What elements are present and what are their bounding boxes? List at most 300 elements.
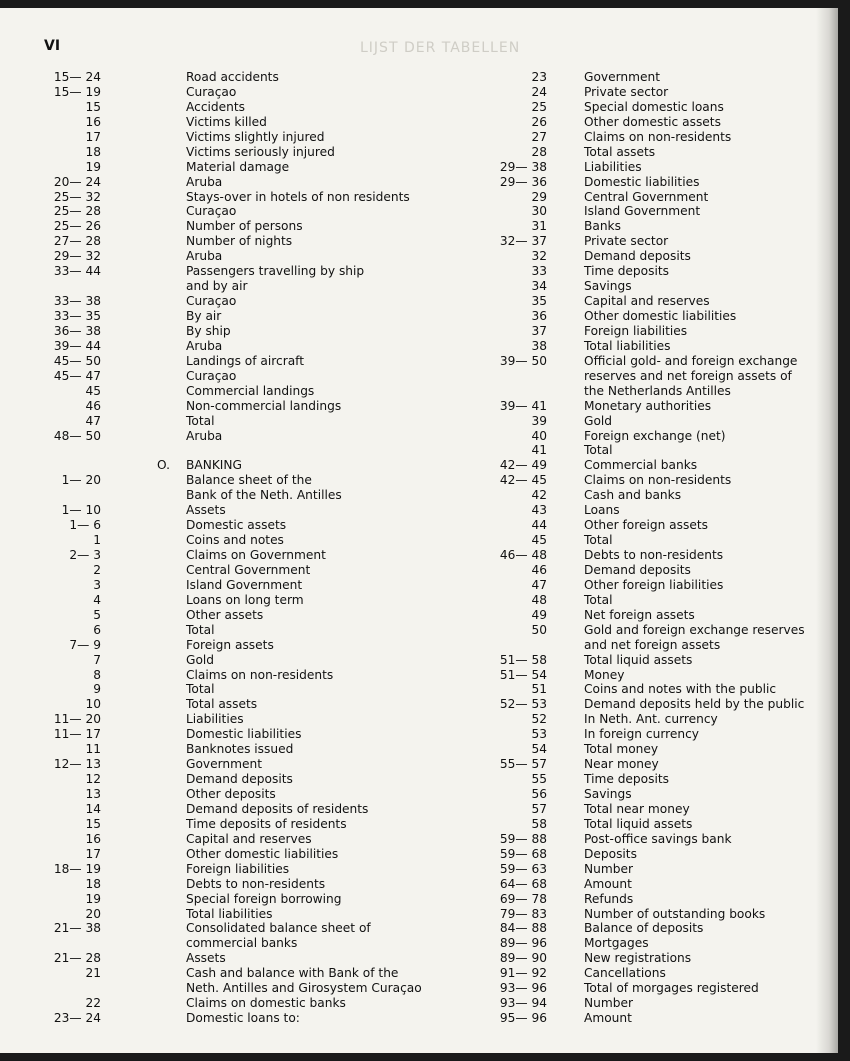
table-title: Total [186,622,215,637]
table-title: Non-commercial landings [186,398,342,413]
table-index-entry [460,921,810,936]
table-title: Claims on non-residents [584,129,732,144]
table-title: Total assets [584,144,656,159]
table-index-entry [460,518,810,533]
table-title: Total liabilities [584,338,671,353]
table-index-entry [40,682,440,697]
table-number-range: 9 [93,682,101,697]
table-number-range: 15 [85,99,101,114]
table-index-entry [460,548,810,563]
table-number-range: 1 [93,533,101,548]
table-index-entry [460,787,810,802]
table-index-entry [460,294,810,309]
table-title: Assets [186,951,226,966]
table-index-entry [40,234,440,249]
table-index-entry [460,682,810,697]
table-index-entry [460,862,810,877]
table-number-range: 35 [531,294,547,309]
table-number-range: 33— 38 [53,294,101,309]
table-index-entry [40,951,440,966]
table-title: Aruba [186,174,223,189]
table-number-range: 29— 32 [53,249,101,264]
table-number-range: 48— 50 [53,428,101,443]
table-number-range: 20— 24 [53,174,101,189]
table-number-range: 51 [531,682,547,697]
table-title: Accidents [186,99,245,114]
table-number-range: 46— 48 [499,548,547,562]
table-title: Other foreign liabilities [584,577,724,592]
table-number-range: 69— 78 [499,891,547,906]
table-number-range: 33— 35 [53,309,101,323]
table-title: Near money [584,757,659,772]
table-title: Balance sheet of the [186,473,312,488]
table-number-range: 8 [93,667,101,682]
table-title: Bank of the Neth. Antilles [186,488,342,503]
table-index-entry [40,488,440,503]
table-title: Total [186,682,215,697]
table-number-range: 79— 83 [499,906,547,921]
table-title: Total near money [584,801,690,816]
table-title: Debts to non-residents [584,548,724,562]
table-title: Gold and foreign exchange reserves [584,622,805,637]
table-number-range: 37 [531,323,547,338]
table-title: Refunds [584,891,634,906]
table-number-range: 25— 32 [53,189,101,204]
table-number-range: 55— 57 [499,757,547,772]
table-number-range: 12 [85,772,101,787]
table-index-entry [40,787,440,802]
table-number-range: 29— 36 [499,174,547,189]
table-number-range: 23 [531,70,547,84]
table-title: Curaçao [186,204,237,219]
table-number-range: 30 [531,204,547,219]
table-title: Mortgages [584,936,649,951]
table-title: Total [186,413,215,428]
table-title: Banks [584,219,621,234]
table-title: Total liquid assets [584,652,693,667]
table-index-entry [460,145,810,160]
table-number-range: 89— 90 [499,951,547,966]
table-index-entry [460,981,810,996]
table-number-range: 55 [531,772,547,787]
table-index-entry [460,443,810,458]
table-index-entry [460,488,810,503]
table-index-entry [40,981,440,996]
table-number-range: 18 [85,144,101,159]
table-title: Gold [584,413,613,428]
table-index-entry [460,712,810,727]
table-number-range: 43 [531,503,547,518]
table-index-entry [40,623,440,638]
table-title: Number of outstanding books [584,906,766,921]
table-index-entry [40,429,440,444]
table-number-range: 27 [531,129,547,144]
table-number-range: 41 [531,443,547,458]
table-number-range: 40 [531,428,547,443]
table-title: Debts to non-residents [186,876,326,891]
table-title: Aruba [186,428,223,443]
faded-heading: LIJST DER TABELLEN [360,40,521,56]
table-number-range: 15 [85,816,101,831]
table-index-entry [460,608,810,623]
table-number-range: 36— 38 [53,323,101,338]
table-title: Cash and balance with Bank of the [186,966,399,981]
table-title: Government [584,70,661,84]
table-number-range: 3 [93,577,101,592]
table-index-entry [460,458,810,473]
table-title: Domestic loans to: [186,1011,300,1026]
table-number-range: 1— 20 [61,473,101,488]
table-index-entry [460,503,810,518]
table-title: Curaçao [186,84,237,99]
table-title: Total [584,592,613,607]
table-index-entry [40,130,440,145]
table-title: Aruba [186,249,223,264]
table-title: Curaçao [186,368,237,383]
table-title: Total assets [186,697,258,712]
table-number-range: 34 [531,279,547,294]
table-number-range: 89— 96 [499,936,547,951]
table-title: Number [584,996,633,1011]
table-number-range: 54 [531,742,547,757]
table-index-entry [40,533,440,548]
table-number-range: 45 [85,383,101,398]
table-title: Number of nights [186,234,293,249]
table-index-entry [460,668,810,683]
table-number-range: 32 [531,249,547,264]
table-title: BANKING [186,458,242,473]
table-title: Commercial banks [584,458,698,473]
table-number-range: 28 [531,144,547,159]
table-index-entry [40,668,440,683]
table-number-range: 17 [85,846,101,861]
table-index-entry [40,204,440,219]
table-index-entry [40,877,440,892]
table-number-range: 13 [85,787,101,801]
table-index-entry [40,712,440,727]
table-index-entry [460,907,810,922]
table-title: Official gold- and foreign exchange [584,353,798,368]
table-index-entry [460,384,810,399]
table-index-entry [460,832,810,847]
table-number-range: 29 [531,189,547,204]
table-index-entry [40,757,440,772]
table-index-entry [40,697,440,712]
document-page [0,8,838,1053]
table-index-entry [460,727,810,742]
table-index-entry [40,608,440,623]
table-number-range: 2 [93,562,101,577]
table-index-entry [460,966,810,981]
table-index-entry [460,414,810,429]
table-index-entry [40,578,440,593]
table-index-entry [460,219,810,234]
table-index-entry [460,175,810,190]
table-index-entry [460,369,810,384]
table-index-entry [40,369,440,384]
table-index-entry [40,175,440,190]
table-index-entry [460,473,810,488]
table-title: and net foreign assets [584,637,721,652]
table-title: In Neth. Ant. currency [584,712,718,727]
table-index-entry [460,847,810,862]
table-title: Capital and reserves [584,294,710,309]
table-title: Post-office savings bank [584,831,732,846]
table-index-entry [40,279,440,294]
table-title: Time deposits of residents [186,816,347,831]
table-index-entry [40,593,440,608]
table-title: Other domestic liabilities [186,846,339,861]
table-number-range: 15— 24 [53,70,101,84]
table-number-range: 14 [85,801,101,816]
table-title: Island Government [584,204,701,219]
table-title: Gold [186,652,215,667]
table-index-entry [40,518,440,533]
table-title: In foreign currency [584,727,700,742]
table-number-range: 33— 44 [53,264,101,279]
table-index-entry [40,936,440,951]
table-title: Consolidated balance sheet of [186,921,371,936]
table-number-range: 46 [531,562,547,577]
table-number-range: 50 [531,622,547,637]
table-title: Cash and banks [584,488,682,503]
table-number-range: 45— 47 [53,368,101,383]
table-index-entry [40,354,440,369]
table-number-range: 57 [531,801,547,816]
table-title: Government [186,757,263,772]
table-number-range: 52— 53 [499,697,547,712]
table-title: Coins and notes with the public [584,682,777,697]
section-letter: O. [157,458,170,473]
table-index-entry [460,249,810,264]
table-index-entry [460,802,810,817]
table-title: commercial banks [186,936,298,951]
table-title: Special foreign borrowing [186,891,342,906]
table-number-range: 49 [531,607,547,622]
table-number-range: 36 [531,309,547,323]
table-number-range: 20 [85,906,101,921]
table-title: Claims on domestic banks [186,996,346,1011]
table-title: Special domestic loans [584,99,724,114]
table-number-range: 46 [85,398,101,413]
table-title: reserves and net foreign assets of [584,368,792,383]
table-number-range: 93— 96 [499,981,547,996]
table-number-range: 17 [85,129,101,144]
table-index-entry [40,653,440,668]
table-title: Other domestic assets [584,114,721,129]
table-number-range: 1— 6 [69,518,101,533]
table-number-range: 58 [531,816,547,831]
table-index-entry [460,757,810,772]
table-number-range: 29— 38 [499,159,547,174]
table-title: Demand deposits [584,562,691,577]
table-index-entry [40,85,440,100]
table-number-range: 12— 13 [53,757,101,772]
table-index-entry [40,145,440,160]
table-number-range: 18 [85,876,101,891]
table-number-range: 32— 37 [499,234,547,249]
table-number-range: 4 [93,592,101,607]
table-number-range: 1— 10 [61,503,101,518]
table-title: Victims slightly injured [186,129,325,144]
table-number-range: 59— 68 [499,846,547,861]
table-index-entry [40,264,440,279]
table-number-range: 7— 9 [69,637,101,652]
table-index-entry [460,638,810,653]
table-number-range: 26 [531,114,547,129]
table-number-range: 52 [531,712,547,727]
table-title: Amount [584,1011,632,1026]
table-index-entry [40,190,440,205]
table-index-entry [40,309,440,324]
table-index-entry [460,892,810,907]
table-title: and by air [186,279,248,294]
table-title: Other assets [186,607,264,622]
table-index-entry [40,817,440,832]
table-index-entry [40,443,440,458]
table-title: Other deposits [186,787,276,801]
table-index-entry [460,234,810,249]
table-number-range: 25— 26 [53,219,101,234]
table-index-entry [460,742,810,757]
table-title: Claims on Government [186,548,326,562]
table-title: Foreign exchange (net) [584,428,726,443]
table-index-entry [40,339,440,354]
table-index-entry [460,936,810,951]
table-title: Monetary authorities [584,398,712,413]
table-title: Money [584,667,625,682]
table-title: Other foreign assets [584,518,708,533]
table-number-range: 47 [531,577,547,592]
table-number-range: 11 [85,742,101,757]
table-index-entry [40,966,440,981]
table-index-entry [40,414,440,429]
table-index-entry [40,907,440,922]
table-number-range: 10 [85,697,101,712]
table-title: Demand deposits [584,249,691,264]
table-number-range: 42— 45 [499,473,547,488]
table-index-entry [40,249,440,264]
table-number-range: 56 [531,787,547,801]
table-number-range: 2— 3 [69,548,101,562]
table-title: Foreign liabilities [584,323,688,338]
table-title: Passengers travelling by ship [186,264,365,279]
table-index-entry [460,309,810,324]
table-index-entry [460,877,810,892]
table-index-entry [460,817,810,832]
table-number-range: 59— 63 [499,861,547,876]
table-title: Island Government [186,577,303,592]
table-title: Time deposits [584,264,669,279]
table-number-range: 59— 88 [499,831,547,846]
table-title: Domestic assets [186,518,287,533]
table-title: Total [584,443,613,458]
table-index-entry [40,473,440,488]
table-title: Domestic liabilities [584,174,700,189]
table-index-entry [460,279,810,294]
table-index-entry [460,951,810,966]
table-number-range: 24 [531,84,547,99]
table-title: Demand deposits [186,772,293,787]
table-index-entry [460,339,810,354]
table-title: New registrations [584,951,692,966]
table-title: Central Government [584,189,709,204]
table-index-entry [40,324,440,339]
table-number-range: 84— 88 [499,921,547,936]
table-number-range: 44 [531,518,547,533]
table-title: Capital and reserves [186,831,312,846]
table-number-range: 15— 19 [53,84,101,99]
table-title: Commercial landings [186,383,315,398]
table-index-entry [460,160,810,175]
table-index-entry [460,70,810,85]
table-title: Net foreign assets [584,607,695,622]
right-column [460,70,810,1026]
table-number-range: 38 [531,338,547,353]
table-index-entry [40,384,440,399]
table-index-entry [460,130,810,145]
table-title: Demand deposits held by the public [584,697,805,712]
table-number-range: 21— 38 [53,921,101,936]
table-index-entry [460,697,810,712]
table-index-entry [40,996,440,1011]
table-index-entry [40,892,440,907]
table-title: Loans [584,503,620,518]
table-index-entry [40,921,440,936]
table-title: Total [584,533,613,548]
page-edge-shadow [816,8,838,1053]
table-number-range: 5 [93,607,101,622]
table-number-range: 19 [85,891,101,906]
table-number-range: 47 [85,413,101,428]
table-index-entry [40,727,440,742]
table-title: Total money [584,742,659,757]
table-index-entry [40,503,440,518]
table-number-range: 51— 54 [499,667,547,682]
table-number-range: 64— 68 [499,876,547,891]
table-number-range: 91— 92 [499,966,547,981]
table-title: Liabilities [584,159,642,174]
table-title: Deposits [584,846,637,861]
table-index-entry [40,115,440,130]
table-title: Number of persons [186,219,303,234]
table-title: Loans on long term [186,592,304,607]
table-number-range: 45 [531,533,547,548]
table-number-range: 39— 41 [499,398,547,413]
table-title: Victims killed [186,114,267,129]
table-index-entry [460,85,810,100]
table-number-range: 31 [531,219,547,234]
table-index-entry [40,160,440,175]
table-title: Assets [186,503,226,518]
table-index-entry [460,399,810,414]
table-title: Cancellations [584,966,666,981]
table-title: Domestic liabilities [186,727,302,742]
table-number-range: 42— 49 [499,458,547,473]
table-index-entry [40,832,440,847]
table-number-range: 16 [85,831,101,846]
table-title: By ship [186,323,231,338]
table-title: Time deposits [584,772,669,787]
table-index-entry [40,458,440,473]
table-index-entry [40,219,440,234]
table-number-range: 18— 19 [53,861,101,876]
table-index-entry [460,533,810,548]
table-title: Material damage [186,159,290,174]
table-index-entry [40,638,440,653]
table-index-entry [460,204,810,219]
table-index-entry [460,578,810,593]
